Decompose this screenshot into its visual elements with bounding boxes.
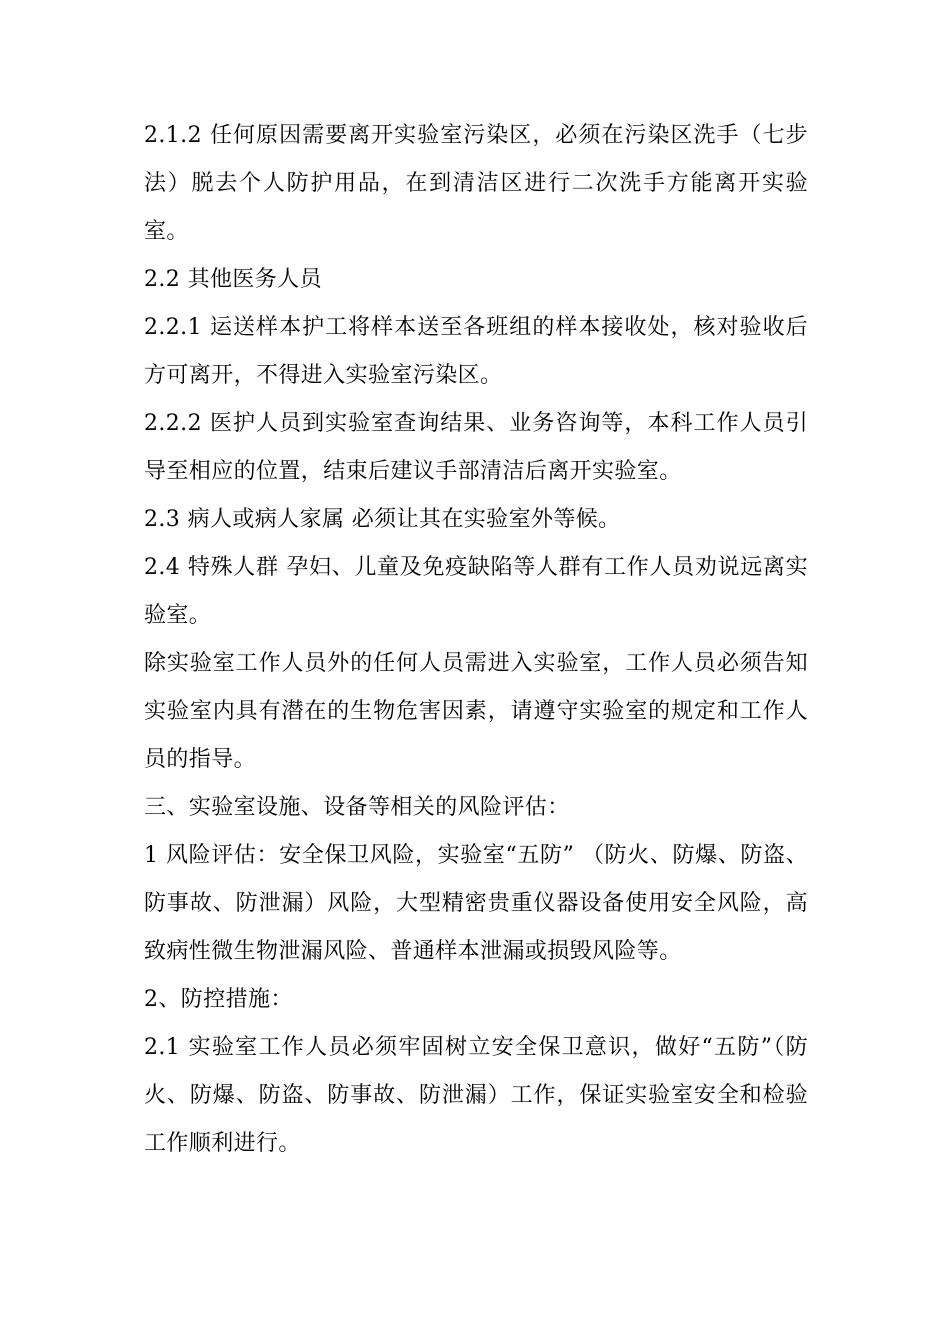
document-body [144, 112, 808, 1168]
paragraph-visitor-notice: 除实验室工作人员外的任何人员需进入实验室，工作人员必须告知实验室内具有潜在的生物危害因素，请遵守实验室的规定和工作人员的指导。 [144, 651, 808, 772]
paragraph-2-4: 2.4 特殊人群 孕妇、儿童及免疫缺陷等人群有工作人员劝说远离实验室。 [144, 555, 808, 628]
paragraph-2-1-measures: 2.1 实验室工作人员必须牢固树立安全保卫意识，做好“五防”（防火、防爆、防盗、防事故、防泄漏）工作，保证实验室安全和检验工作顺利进行。 [144, 1035, 808, 1156]
paragraph-2-3: 2.3 病人或病人家属 必须让其在实验室外等候。 [144, 507, 621, 532]
paragraph-2-2-2: 2.2.2 医护人员到实验室查询结果、业务咨询等，本科工作人员引导至相应的位置，结束后建议手部清洁后离开实验室。 [144, 411, 808, 484]
heading-2-2: 2.2 其他医务人员 [144, 267, 322, 292]
paragraph-2-1-2: 2.1.2 任何原因需要离开实验室污染区，必须在污染区洗手（七步法）脱去个人防护用品，在到清洁区进行二次洗手方能离开实验室。 [144, 123, 808, 244]
heading-control-measures: 2、防控措施： [144, 987, 293, 1012]
paragraph-2-2-1: 2.2.1 运送样本护工将样本送至各班组的样本接收处，核对验收后方可离开，不得进入实验室污染区。 [144, 315, 808, 388]
section-heading-3: 三、实验室设施、设备等相关的风险评估： [144, 795, 570, 820]
paragraph-risk-assessment: 1 风险评估：安全保卫风险，实验室“五防” （防火、防爆、防盗、防事故、防泄漏）风险，大型精密贵重仪器设备使用安全风险，高致病性微生物泄漏风险、普通样本泄漏或损毁风险等。 [144, 843, 808, 964]
